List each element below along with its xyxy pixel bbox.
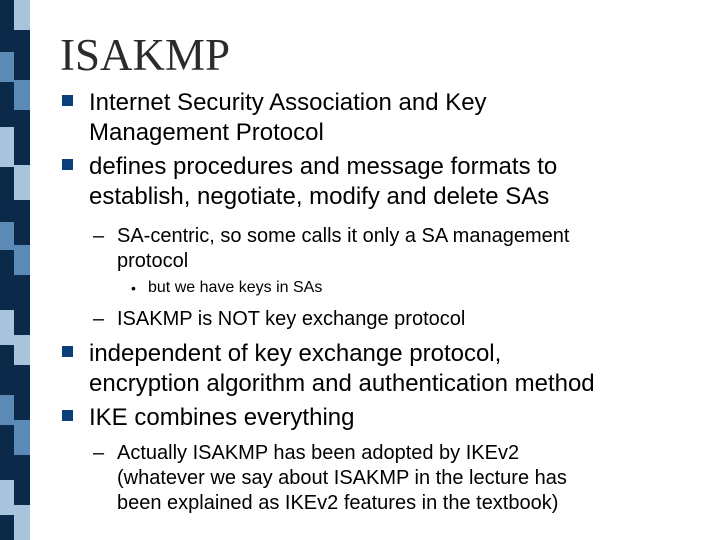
sub-item-4-1 [117, 441, 567, 516]
strip-block [14, 30, 30, 80]
sub-item-4-1-line-2: (whatever we say about ISAKMP in the lecture has [117, 467, 567, 489]
strip-block [0, 0, 14, 52]
bullet-square-icon [62, 410, 73, 421]
sub-item-4-1-line-3: been explained as IKEv2 features in the textbook) [117, 492, 559, 514]
bullet-item-2-line-2: establish, negotiate, modify and delete SAs [89, 183, 550, 210]
strip-block [0, 82, 14, 127]
strip-block [14, 335, 30, 365]
decorative-side-strip [0, 0, 30, 540]
sub-sub-item-2-1-1: but we have keys in SAs [148, 279, 323, 296]
sub-item-4-1-line-1: Actually ISAKMP has been adopted by IKEv2 [117, 442, 520, 464]
strip-block [14, 0, 30, 30]
slide-title: ISAKMP [60, 30, 231, 80]
sub-item-2-1 [117, 224, 569, 274]
strip-block [0, 167, 14, 222]
strip-block [0, 515, 14, 540]
strip-block [0, 395, 14, 425]
bullet-item-3 [89, 339, 595, 399]
bullet-item-1-line-1: Internet Security Association and Key [89, 89, 487, 116]
strip-block [0, 480, 14, 515]
strip-block [14, 365, 30, 420]
strip-block [14, 245, 30, 275]
strip-block [14, 110, 30, 165]
strip-block [14, 165, 30, 200]
strip-block [0, 310, 14, 345]
sub-item-2-1-line-2: protocol [117, 250, 189, 272]
sub-item-2-1-line-1: SA-centric, so some calls it only a SA management [117, 225, 570, 247]
bullet-item-2-line-1: defines procedures and message formats to [89, 153, 558, 180]
strip-block [14, 80, 30, 110]
strip-block [0, 250, 14, 310]
dash-marker: – [93, 308, 105, 330]
bullet-square-icon [62, 346, 73, 357]
strip-block [0, 222, 14, 250]
bullet-square-icon [62, 95, 73, 106]
bullet-item-1-line-2: Management Protocol [89, 119, 324, 146]
dot-marker: • [131, 280, 136, 296]
bullet-item-3-line-1: independent of key exchange protocol, [89, 340, 502, 367]
strip-block [0, 345, 14, 395]
bullet-item-2 [89, 152, 557, 212]
dash-marker: – [93, 442, 105, 464]
strip-block [0, 127, 14, 167]
bullet-item-4: IKE combines everything [89, 404, 355, 431]
strip-block [14, 275, 30, 335]
bullet-item-3-line-2: encryption algorithm and authentication method [89, 370, 595, 397]
strip-block [14, 200, 30, 245]
strip-block [14, 420, 30, 455]
bullet-item-1 [89, 88, 487, 148]
strip-block [14, 455, 30, 505]
strip-block [0, 425, 14, 480]
dash-marker: – [93, 225, 105, 247]
strip-block [14, 505, 30, 540]
sub-item-2-2: ISAKMP is NOT key exchange protocol [117, 308, 466, 330]
bullet-square-icon [62, 159, 73, 170]
strip-block [0, 52, 14, 82]
